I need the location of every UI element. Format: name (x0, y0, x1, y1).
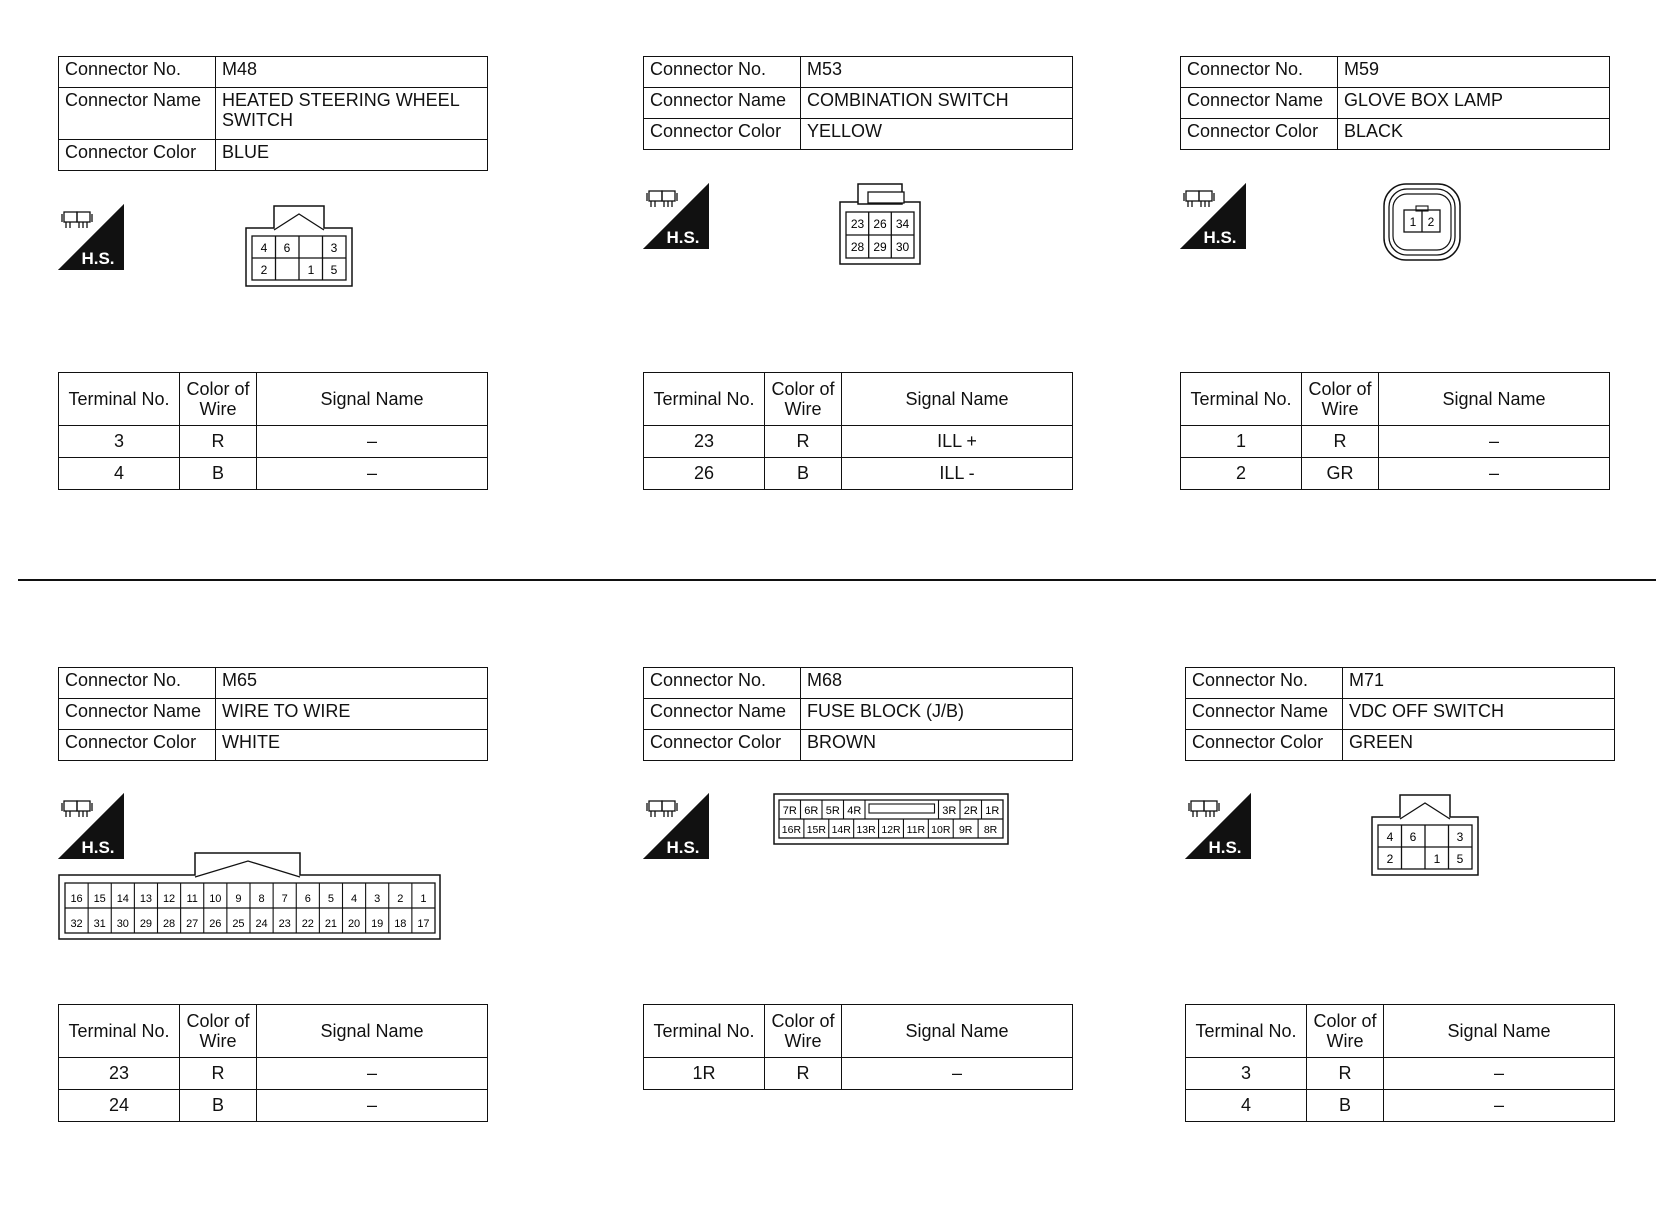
wire-color-header: Color of Wire (1302, 373, 1379, 426)
terminal-table (1180, 372, 1610, 490)
signal-cell: ILL + (842, 426, 1073, 458)
connector-info-table (58, 56, 488, 171)
table-row (1181, 458, 1610, 490)
pin-label: 28 (162, 918, 176, 930)
connector-no-value: M59 (1338, 57, 1610, 88)
table-row (59, 426, 488, 458)
pin-label: 2R (963, 805, 978, 817)
terminal-table (643, 1004, 1073, 1090)
hs-label: H.S. (666, 838, 700, 857)
signal-cell: – (257, 458, 488, 490)
pin-label: 32 (70, 918, 83, 930)
pin-label: 19 (371, 918, 384, 930)
connector-panel-m68 (643, 667, 1073, 1083)
pin-label: 4 (260, 241, 268, 255)
pin-label: 26 (873, 217, 887, 231)
pin-label: 8 (258, 893, 265, 905)
pin-label: 1 (307, 263, 315, 277)
pin-label: 9 (235, 893, 242, 905)
harness-side-icon (1180, 183, 1246, 249)
pin-label: 27 (186, 918, 199, 930)
connector-no-label: Connector No. (1181, 57, 1338, 88)
connector-name-value: WIRE TO WIRE (216, 699, 488, 730)
pin-label: 1R (985, 805, 1000, 817)
pin-label: 6 (1409, 830, 1417, 844)
pin-label: 31 (93, 918, 106, 930)
pin-label: 14R (831, 824, 851, 836)
connector-color-value: WHITE (216, 730, 488, 761)
connector-no-label: Connector No. (644, 668, 801, 699)
pin-label: 12R (881, 824, 901, 836)
pin-label: 13R (856, 824, 876, 836)
pin-label: 14 (116, 893, 129, 905)
pin-label: 21 (324, 918, 338, 930)
connector-panel-m53 (643, 56, 1073, 483)
pin-label: 20 (347, 918, 361, 930)
pin-label: 25 (232, 918, 245, 930)
pin-label: 16R (781, 824, 802, 836)
connector-name-label: Connector Name (59, 88, 216, 140)
connector-no-label: Connector No. (644, 57, 801, 88)
pin-label: 15 (93, 893, 106, 905)
wire-cell: R (765, 1058, 842, 1090)
pin-label: 3R (942, 805, 957, 817)
pin-label: 34 (895, 217, 910, 231)
connector-face-m68 (773, 793, 1009, 845)
pin-label: 28 (850, 240, 865, 254)
connector-face-m53 (838, 182, 922, 266)
connector-face-m71 (1370, 793, 1480, 877)
signal-name-header: Signal Name (1384, 1005, 1615, 1058)
pin-label: 3 (1456, 830, 1464, 844)
pin-label: 18 (394, 918, 407, 930)
wire-color-header: Color of Wire (765, 1005, 842, 1058)
wire-cell: R (180, 426, 257, 458)
terminal-no-header: Terminal No. (1186, 1005, 1307, 1058)
pin-label: 24 (255, 918, 268, 930)
connector-name-value: HEATED STEERING WHEEL SWITCH (216, 88, 488, 140)
pin-label: 2 (1427, 215, 1435, 229)
pin-label: 5 (327, 893, 334, 905)
pin-label: 9R (958, 824, 973, 836)
hs-label: H.S. (1203, 228, 1237, 247)
terminal-cell: 4 (59, 458, 180, 490)
signal-cell: – (257, 1058, 488, 1090)
connector-name-label: Connector Name (644, 699, 801, 730)
signal-name-header: Signal Name (842, 373, 1073, 426)
connector-color-label: Connector Color (59, 730, 216, 761)
terminal-no-header: Terminal No. (1181, 373, 1302, 426)
terminal-cell: 4 (1186, 1090, 1307, 1122)
connector-color-value: BLACK (1338, 119, 1610, 150)
terminal-cell: 1 (1181, 426, 1302, 458)
wire-cell: R (1302, 426, 1379, 458)
terminal-no-header: Terminal No. (644, 1005, 765, 1058)
signal-cell: – (257, 426, 488, 458)
wire-cell: R (1307, 1058, 1384, 1090)
signal-name-header: Signal Name (257, 373, 488, 426)
terminal-cell: 23 (644, 426, 765, 458)
terminal-cell: 26 (644, 458, 765, 490)
pin-label: 10 (209, 893, 222, 905)
connector-color-value: GREEN (1343, 730, 1615, 761)
connector-color-label: Connector Color (1186, 730, 1343, 761)
pin-label: 29 (139, 918, 153, 930)
pin-label: 5 (1456, 852, 1464, 866)
connector-no-value: M53 (801, 57, 1073, 88)
pin-label: 13 (139, 893, 153, 905)
connector-info-table (643, 667, 1073, 761)
connector-panel-m71 (1185, 667, 1615, 1115)
terminal-table (1185, 1004, 1615, 1122)
signal-name-header: Signal Name (257, 1005, 488, 1058)
connector-info-table (1180, 56, 1610, 150)
connector-no-value: M68 (801, 668, 1073, 699)
pin-label: 6 (283, 241, 291, 255)
harness-side-icon (58, 204, 124, 270)
connector-name-value: VDC OFF SWITCH (1343, 699, 1615, 730)
pin-label: 12 (162, 893, 176, 905)
terminal-cell: 1R (644, 1058, 765, 1090)
pin-label: 4R (847, 805, 862, 817)
pin-label: 3 (330, 241, 338, 255)
connector-name-value: COMBINATION SWITCH (801, 88, 1073, 119)
table-row (644, 1058, 1073, 1090)
pin-label: 1 (420, 893, 427, 905)
connector-name-label: Connector Name (1186, 699, 1343, 730)
wire-color-header: Color of Wire (1307, 1005, 1384, 1058)
connector-name-label: Connector Name (59, 699, 216, 730)
pin-label: 5 (330, 263, 338, 277)
pin-label: 5R (825, 805, 840, 817)
connector-color-value: BLUE (216, 140, 488, 171)
wire-cell: B (180, 458, 257, 490)
connector-no-label: Connector No. (59, 57, 216, 88)
table-row (644, 426, 1073, 458)
terminal-no-header: Terminal No. (59, 1005, 180, 1058)
harness-side-icon (643, 793, 709, 859)
wire-color-header: Color of Wire (180, 1005, 257, 1058)
wire-cell: B (180, 1090, 257, 1122)
hs-label: H.S. (1208, 838, 1242, 857)
hs-label: H.S. (666, 228, 700, 247)
terminal-cell: 24 (59, 1090, 180, 1122)
connector-info-table (643, 56, 1073, 150)
connector-color-label: Connector Color (644, 730, 801, 761)
pin-label: 6R (804, 805, 819, 817)
wire-cell: R (765, 426, 842, 458)
pin-label: 15R (806, 824, 826, 836)
signal-name-header: Signal Name (1379, 373, 1610, 426)
wire-cell: B (1307, 1090, 1384, 1122)
terminal-no-header: Terminal No. (59, 373, 180, 426)
connector-no-label: Connector No. (59, 668, 216, 699)
pin-label: 16 (70, 893, 83, 905)
terminal-cell: 3 (59, 426, 180, 458)
signal-name-header: Signal Name (842, 1005, 1073, 1058)
wire-color-header: Color of Wire (765, 373, 842, 426)
connector-no-value: M65 (216, 668, 488, 699)
pin-label: 23 (850, 217, 865, 231)
connector-face-m65 (58, 851, 442, 941)
connector-face-m48 (244, 204, 354, 288)
connector-color-label: Connector Color (1181, 119, 1338, 150)
harness-side-icon (58, 793, 124, 859)
connector-no-value: M71 (1343, 668, 1615, 699)
connector-color-value: YELLOW (801, 119, 1073, 150)
terminal-no-header: Terminal No. (644, 373, 765, 426)
pin-label: 1 (1433, 852, 1441, 866)
pin-label: 2 (260, 263, 268, 277)
signal-cell: – (1379, 458, 1610, 490)
wire-cell: R (180, 1058, 257, 1090)
table-row (1186, 1090, 1615, 1122)
pin-label: 30 (895, 240, 910, 254)
connector-panel-m48 (58, 56, 488, 483)
pin-label: 17 (417, 918, 430, 930)
pin-label: 22 (301, 918, 314, 930)
connector-no-label: Connector No. (1186, 668, 1343, 699)
terminal-table (58, 1004, 488, 1122)
table-row (59, 458, 488, 490)
pin-label: 7R (782, 805, 797, 817)
connector-name-value: FUSE BLOCK (J/B) (801, 699, 1073, 730)
wire-color-header: Color of Wire (180, 373, 257, 426)
harness-side-icon (1185, 793, 1251, 859)
pin-label: 11R (906, 824, 926, 836)
connector-color-label: Connector Color (644, 119, 801, 150)
connector-panel-m65 (58, 667, 488, 1115)
connector-info-table (1185, 667, 1615, 761)
signal-cell: – (842, 1058, 1073, 1090)
table-row (59, 1090, 488, 1122)
connector-color-label: Connector Color (59, 140, 216, 171)
terminal-cell: 2 (1181, 458, 1302, 490)
signal-cell: – (1379, 426, 1610, 458)
terminal-table (643, 372, 1073, 490)
pin-label: 1 (1409, 215, 1417, 229)
pin-label: 6 (304, 893, 311, 905)
pin-label: 26 (209, 918, 222, 930)
signal-cell: – (257, 1090, 488, 1122)
pin-label: 2 (1386, 852, 1394, 866)
connector-name-label: Connector Name (644, 88, 801, 119)
connector-panel-m59 (1180, 56, 1610, 483)
connector-name-value: GLOVE BOX LAMP (1338, 88, 1610, 119)
pin-label: 30 (116, 918, 129, 930)
pin-label: 7 (281, 893, 288, 905)
signal-cell: – (1384, 1058, 1615, 1090)
pin-label: 11 (186, 893, 198, 905)
pin-label: 4 (351, 893, 358, 905)
connector-color-value: BROWN (801, 730, 1073, 761)
pin-label: 3 (374, 893, 381, 905)
harness-side-icon (643, 183, 709, 249)
wire-cell: B (765, 458, 842, 490)
terminal-cell: 23 (59, 1058, 180, 1090)
signal-cell: ILL - (842, 458, 1073, 490)
table-row (59, 1058, 488, 1090)
connector-name-label: Connector Name (1181, 88, 1338, 119)
table-row (644, 458, 1073, 490)
table-row (1181, 426, 1610, 458)
connector-face-m59 (1382, 182, 1462, 262)
pin-label: 8R (983, 824, 998, 836)
connector-no-value: M48 (216, 57, 488, 88)
hs-label: H.S. (81, 838, 115, 857)
table-row (1186, 1058, 1615, 1090)
section-divider (18, 579, 1656, 581)
pin-label: 4 (1386, 830, 1394, 844)
connector-info-table (58, 667, 488, 761)
hs-label: H.S. (81, 249, 115, 268)
pin-label: 29 (873, 240, 887, 254)
terminal-table (58, 372, 488, 490)
pin-label: 10R (931, 824, 951, 836)
pin-label: 23 (278, 918, 291, 930)
terminal-cell: 3 (1186, 1058, 1307, 1090)
wire-cell: GR (1302, 458, 1379, 490)
pin-label: 2 (397, 893, 404, 905)
signal-cell: – (1384, 1090, 1615, 1122)
